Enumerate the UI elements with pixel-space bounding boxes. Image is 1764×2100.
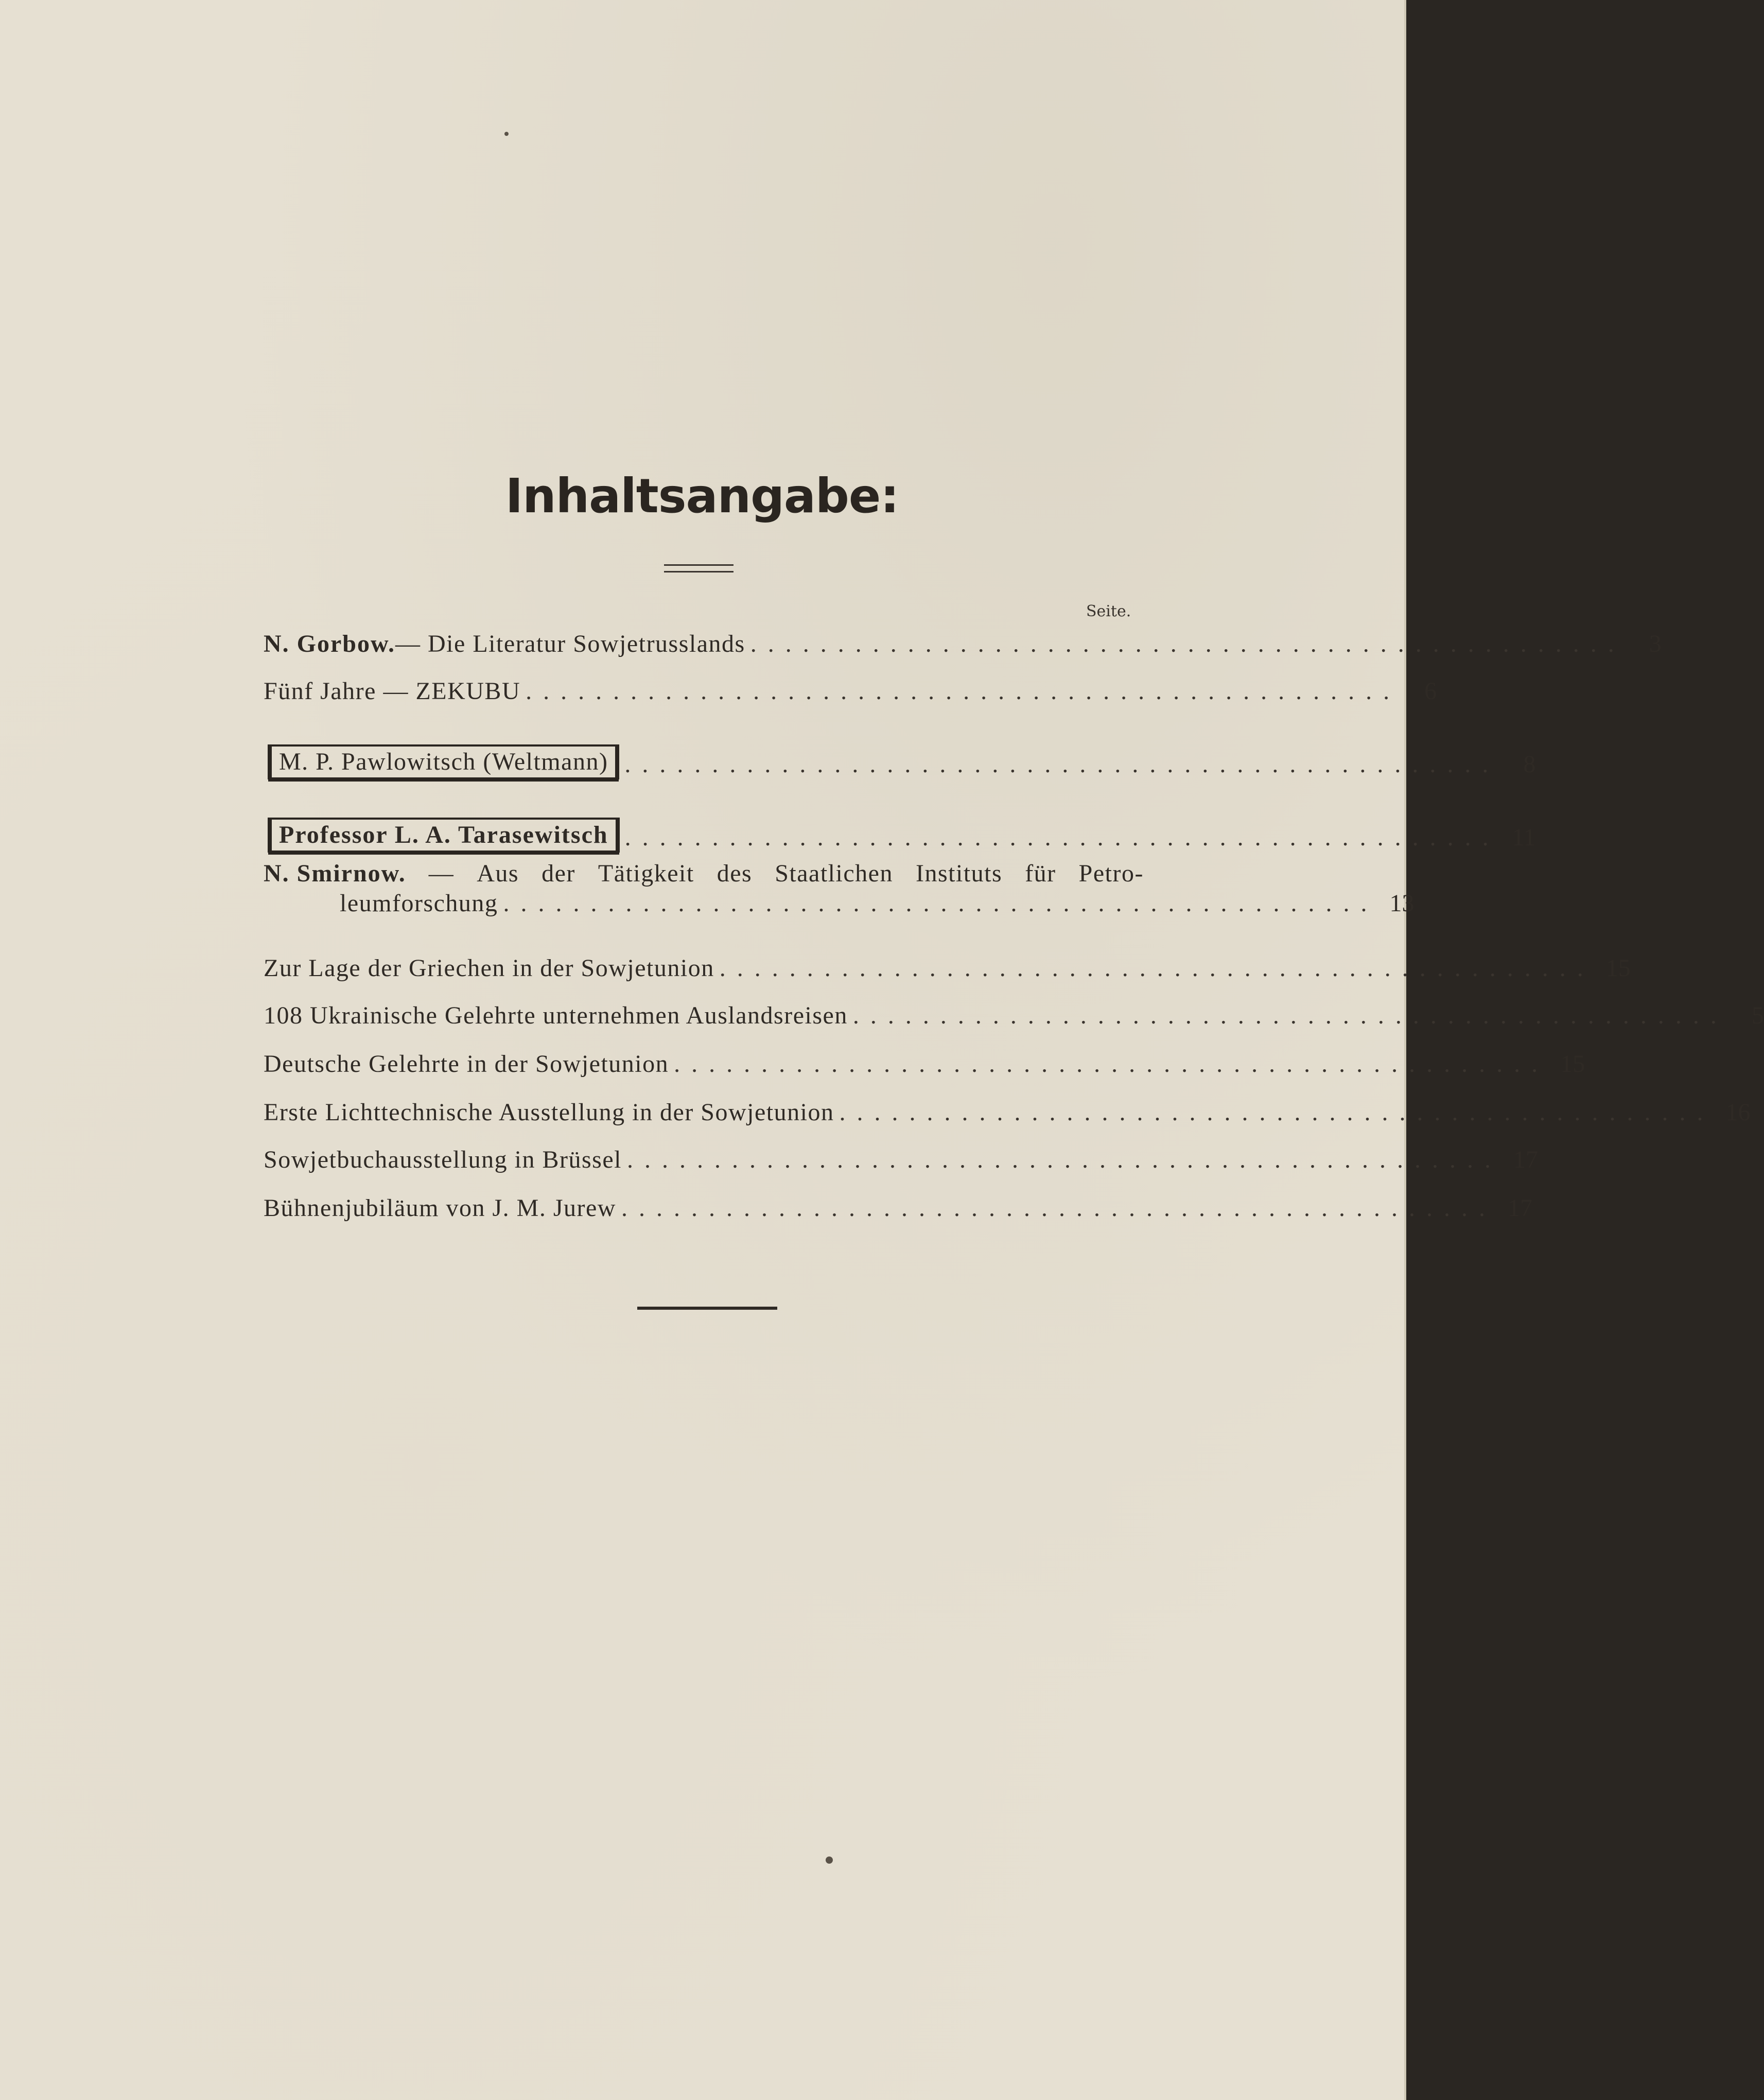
toc-page-number: 8 <box>1523 751 1536 778</box>
toc-entry-jurew <box>264 1187 1532 1223</box>
toc-author: N. Gorbow. <box>264 630 396 657</box>
paper-speck <box>826 1856 833 1864</box>
toc-entry-lichttechnische <box>264 1091 1751 1127</box>
toc-author: N. Smirnow. <box>264 860 406 887</box>
toc-word: Aus <box>477 860 519 887</box>
paper-speck <box>504 132 509 136</box>
toc-boxed-title: M. P. Pawlowitsch (Weltmann) <box>268 744 619 779</box>
toc-leader-dots: .................................................. <box>852 1002 1728 1029</box>
toc-title-line1 <box>264 859 1144 889</box>
toc-leader-dots: .................................................. <box>624 824 1500 851</box>
toc-title: Deutsche Gelehrte in der Sowjetunion <box>264 1050 669 1078</box>
toc-word: Petro- <box>1078 860 1144 887</box>
toc-boxed-title: Professor L. A. Tarasewitsch <box>268 818 620 853</box>
toc-leader-dots: .................................................. <box>503 890 1378 917</box>
toc-leader-dots: .................................................. <box>674 1050 1549 1078</box>
toc-page-number: 6 <box>1424 678 1437 705</box>
toc-entry-ukrainische <box>264 995 1764 1031</box>
toc-leader-dots: .................................................. <box>624 751 1500 778</box>
toc-title: Zur Lage der Griechen in der Sowjetunion <box>264 954 714 982</box>
toc-page-number: 3 <box>1649 630 1662 657</box>
toc-leader-dots: .................................................. <box>621 1194 1496 1222</box>
toc-entry-smirnow <box>264 859 1414 926</box>
toc-entry-pawlowitsch <box>268 728 1536 779</box>
toc-page-number: 13 <box>1389 890 1414 917</box>
toc-page-number: 5 <box>1751 1002 1764 1029</box>
toc-word: Tätigkeit <box>598 860 694 887</box>
toc-leader-dots: .................................................. <box>750 630 1626 657</box>
toc-leader-dots: .................................................. <box>526 678 1401 705</box>
toc-word: der <box>542 860 575 887</box>
toc-entry-gorbow <box>264 623 1662 659</box>
toc-word: Staatlichen <box>775 860 893 887</box>
toc-page-number: 17 <box>1513 1146 1538 1173</box>
page-column-label: Seite. <box>1086 602 1131 620</box>
toc-word: Instituts <box>915 860 1003 887</box>
toc-page-number: 11 <box>1512 824 1536 851</box>
toc-entry-tarasewitsch <box>268 801 1536 853</box>
toc-page-number: 15 <box>1605 954 1631 982</box>
toc-entry-deutsche <box>264 1043 1585 1079</box>
toc-word: für <box>1025 860 1056 887</box>
toc-title: Bühnenjubiläum von J. M. Jurew <box>264 1194 616 1222</box>
toc-page-number: 15 <box>1560 1050 1585 1078</box>
toc-title: — Die Literatur Sowjetrusslands <box>395 630 745 657</box>
toc-entry-griechen <box>264 947 1631 983</box>
toc-word: des <box>717 860 753 887</box>
toc-word: — <box>428 860 455 887</box>
toc-page-number: 16 <box>1725 1099 1751 1126</box>
closing-rule <box>637 1307 777 1310</box>
toc-title: leumforschung <box>340 890 498 917</box>
toc-title: 108 Ukrainische Gelehrte unternehmen Auslandsreisen <box>264 1002 848 1029</box>
toc-leader-dots: .................................................. <box>626 1146 1502 1173</box>
toc-leader-dots: .................................................. <box>719 954 1595 982</box>
toc-leader-dots: .................................................. <box>839 1099 1715 1126</box>
toc-entry-zekubu <box>264 670 1437 706</box>
toc-title-line2 <box>264 889 1414 918</box>
page-title: Inhaltsangabe: <box>505 468 899 524</box>
toc-entry-bruessel <box>264 1139 1538 1175</box>
toc-page-number: 17 <box>1507 1194 1532 1222</box>
toc-title: Erste Lichttechnische Ausstellung in der Sowjetunion <box>264 1099 834 1126</box>
toc-title: Fünf Jahre — ZEKUBU <box>264 678 521 705</box>
toc-title: Sowjetbuchausstellung in Brüssel <box>264 1146 622 1173</box>
